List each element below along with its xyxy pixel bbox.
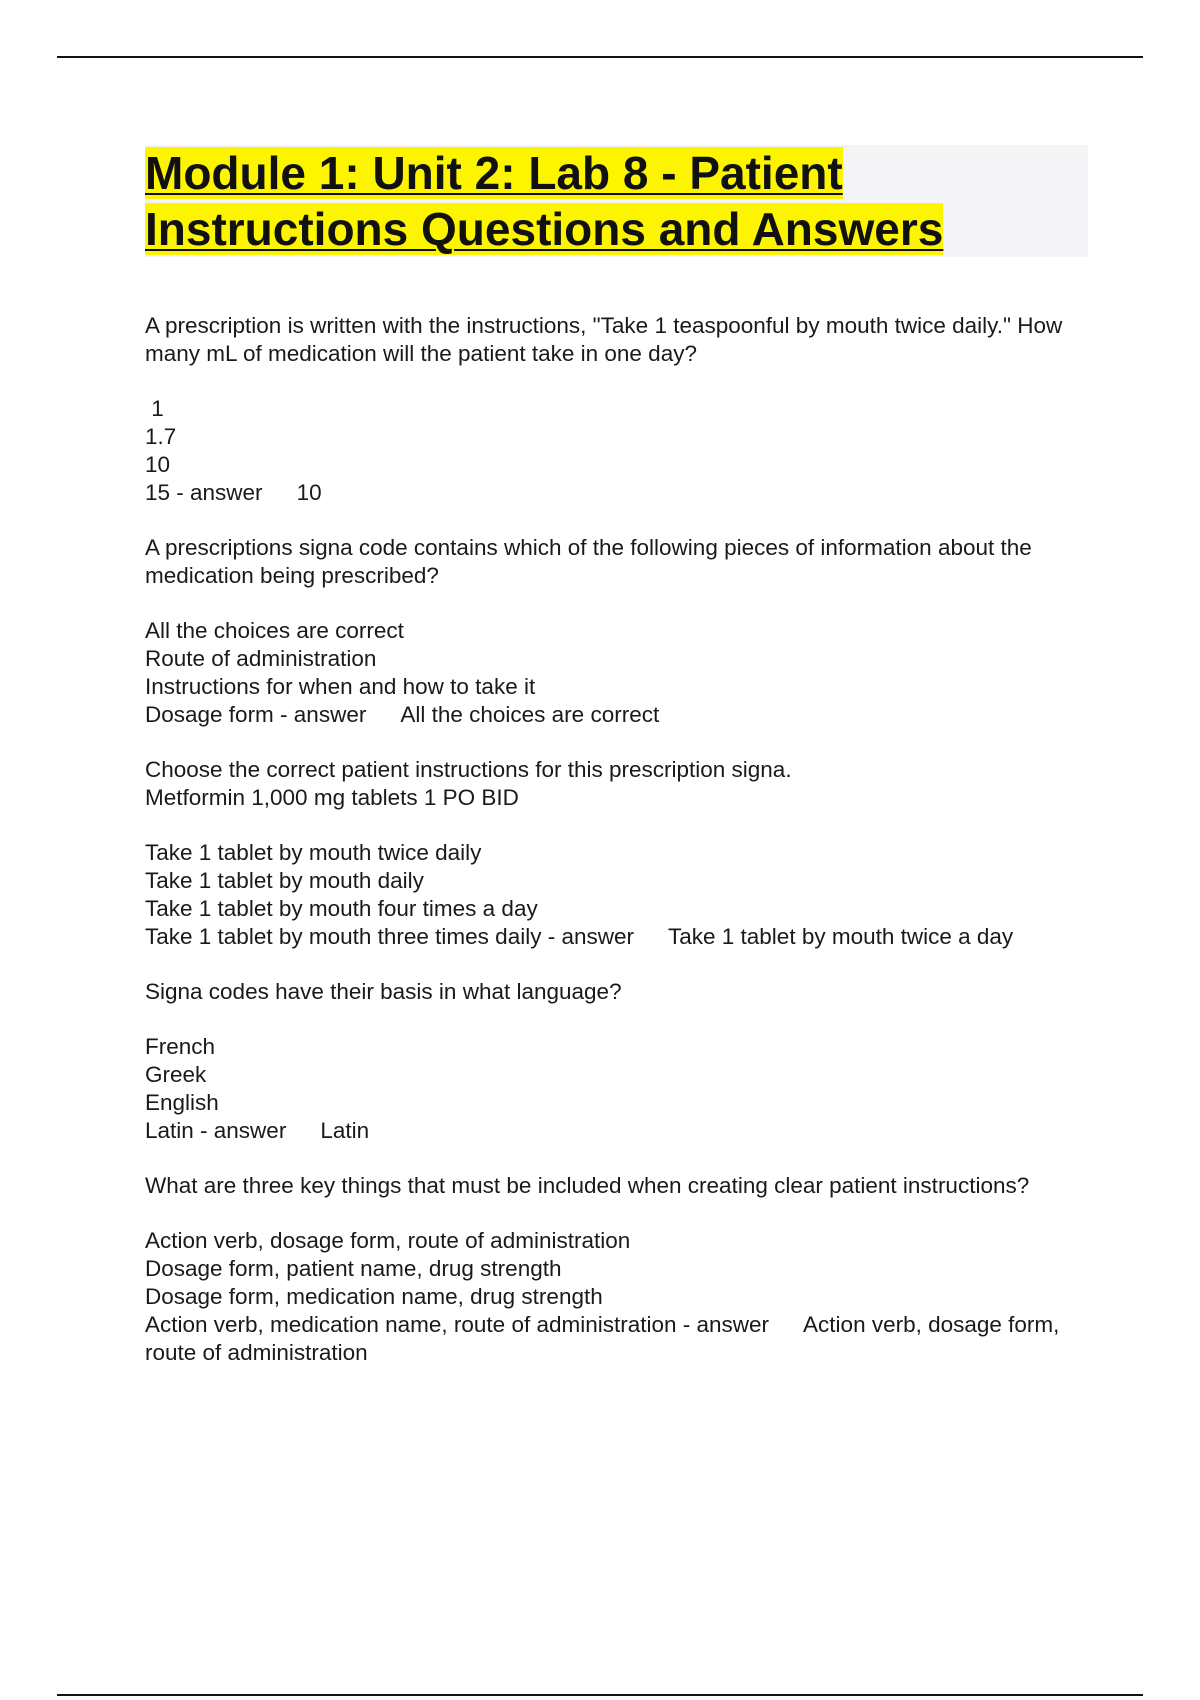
option: Take 1 tablet by mouth twice daily xyxy=(145,840,482,865)
question-text: A prescriptions signa code contains which of the following pieces of information about the medication being prescribed? xyxy=(145,535,1032,588)
option: Instructions for when and how to take it xyxy=(145,674,536,699)
option: Take 1 tablet by mouth daily xyxy=(145,868,424,893)
option: Route of administration xyxy=(145,646,377,671)
question-text: Choose the correct patient instructions for this prescription signa. Metformin 1,000 mg tablets 1 PO BID xyxy=(145,757,792,810)
question-text: What are three key things that must be included when creating clear patient instructions? xyxy=(145,1173,1030,1198)
option: Take 1 tablet by mouth four times a day xyxy=(145,896,538,921)
option-list xyxy=(145,1227,1105,1367)
option-list xyxy=(145,1033,1105,1145)
option: 15 - answer xyxy=(145,480,263,505)
answer-text: All the choices are correct xyxy=(400,702,660,727)
question-text: A prescription is written with the instructions, "Take 1 teaspoonful by mouth twice daily." How many mL of medication will the patient take in one day? xyxy=(145,313,1063,366)
qa-list xyxy=(145,312,1105,1394)
option-with-answer xyxy=(145,701,1105,729)
title-block xyxy=(145,145,1088,257)
option: Action verb, medication name, route of administration - answer xyxy=(145,1312,770,1337)
option-with-answer xyxy=(145,923,1105,951)
option: 10 xyxy=(145,452,171,477)
option: Greek xyxy=(145,1062,207,1087)
option: 1.7 xyxy=(145,424,177,449)
option-list xyxy=(145,395,1105,507)
title-line-1: Module 1: Unit 2: Lab 8 - Patient xyxy=(145,147,843,199)
option-with-answer xyxy=(145,479,1105,507)
question-text: Signa codes have their basis in what language? xyxy=(145,979,622,1004)
option-list xyxy=(145,839,1105,951)
option: All the choices are correct xyxy=(145,618,404,643)
option: Action verb, dosage form, route of administration xyxy=(145,1228,631,1253)
answer-text: Latin xyxy=(320,1118,370,1143)
answer-text: Take 1 tablet by mouth twice a day xyxy=(667,924,1014,949)
page-title xyxy=(145,145,1088,257)
option: Dosage form, patient name, drug strength xyxy=(145,1256,562,1281)
qa-item xyxy=(145,978,1105,1145)
top-rule xyxy=(57,56,1143,58)
answer-text: 10 xyxy=(296,480,322,505)
option: English xyxy=(145,1090,219,1115)
qa-item xyxy=(145,534,1105,729)
option-list xyxy=(145,617,1105,729)
option: Take 1 tablet by mouth three times daily - answer xyxy=(145,924,634,949)
title-line-2: Instructions Questions and Answers xyxy=(145,203,944,255)
bottom-rule xyxy=(57,1694,1143,1696)
answer-text: Action verb, dosage form, route of administration xyxy=(145,1312,1066,1365)
option-with-answer xyxy=(145,1117,1105,1145)
qa-item xyxy=(145,1172,1105,1367)
option: French xyxy=(145,1034,216,1059)
qa-item xyxy=(145,756,1105,951)
option: Dosage form - answer xyxy=(145,702,367,727)
option-with-answer xyxy=(145,1311,1105,1367)
option: 1 xyxy=(145,396,164,421)
option: Dosage form, medication name, drug strength xyxy=(145,1284,603,1309)
qa-item xyxy=(145,312,1105,507)
option: Latin - answer xyxy=(145,1118,287,1143)
